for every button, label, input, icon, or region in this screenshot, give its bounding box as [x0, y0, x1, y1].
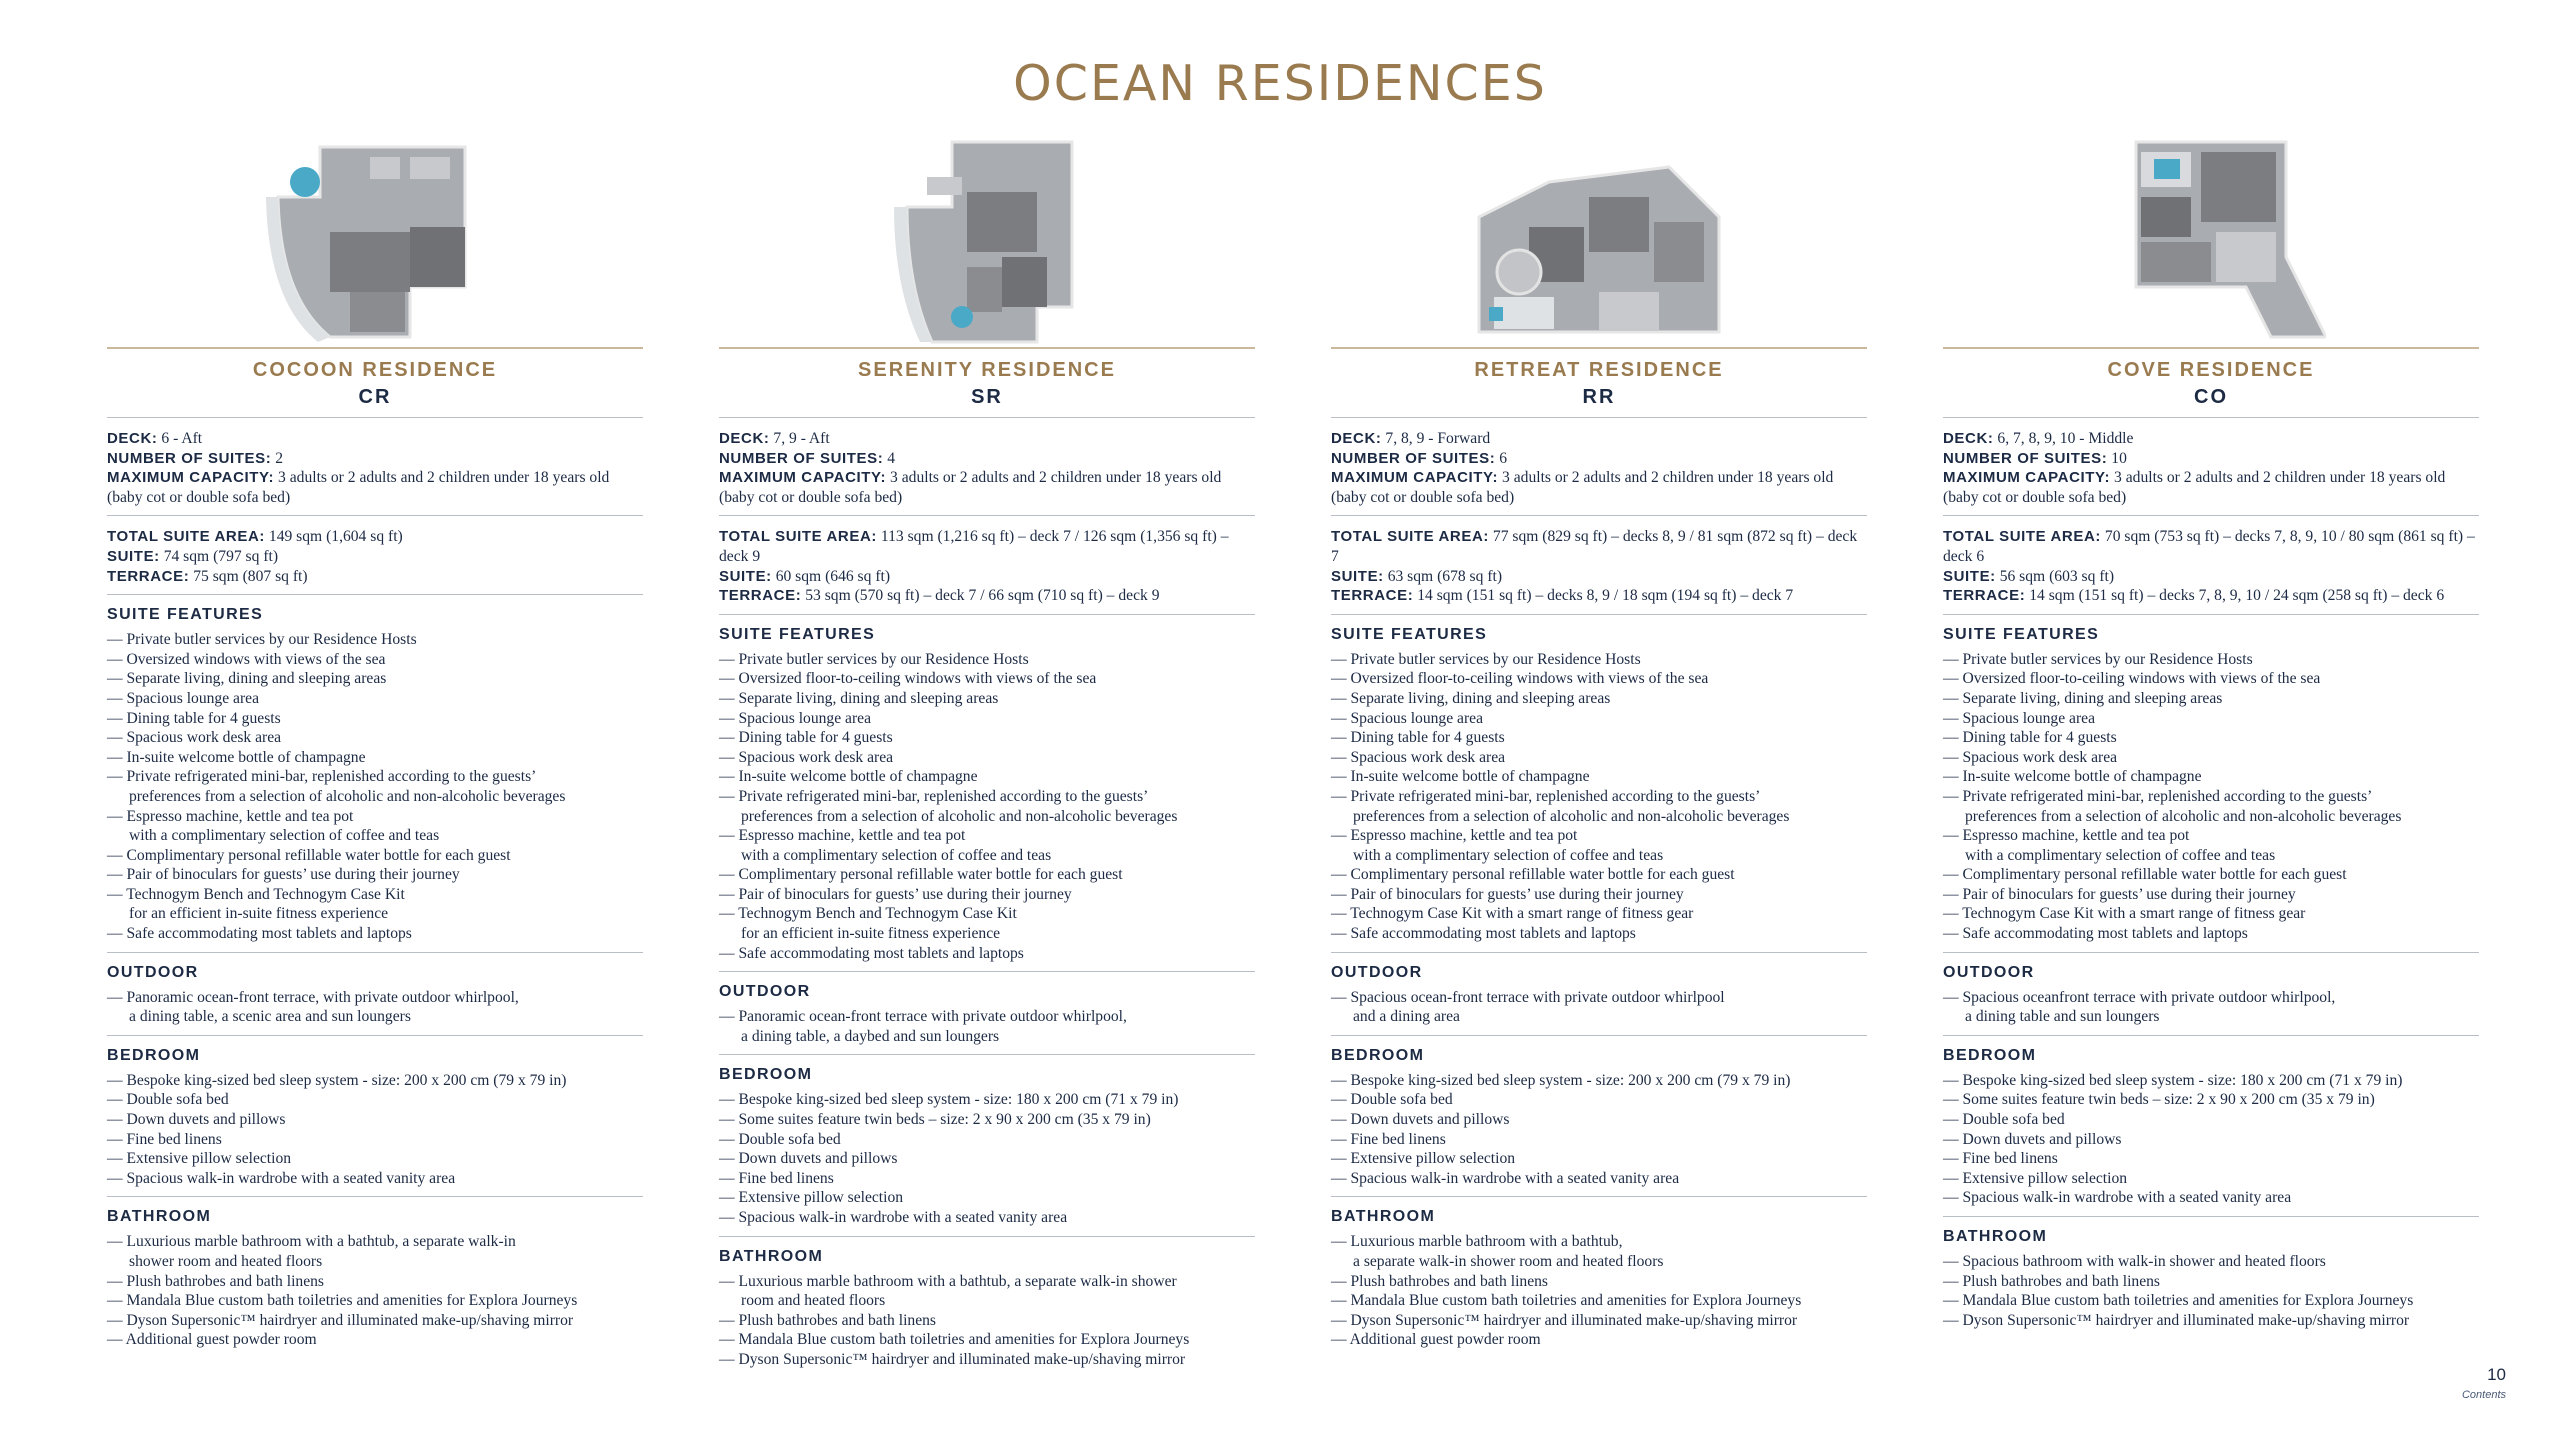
- area-label: TOTAL SUITE AREA:: [1331, 528, 1489, 546]
- feature-item: — Complimentary personal refillable water bottle for each guest: [1943, 866, 2347, 884]
- suite-value: 60 sqm (646 sq ft): [775, 567, 891, 585]
- divider: [1943, 347, 2479, 349]
- deck-label: DECK:: [107, 430, 158, 447]
- feature-item: — In-suite welcome bottle of champagne: [719, 768, 978, 786]
- feature-item: — Technogym Bench and Technogym Case Kit: [719, 905, 1017, 923]
- feature-item: — In-suite welcome bottle of champagne: [1943, 768, 2202, 786]
- deck-label: DECK:: [1943, 430, 1994, 447]
- feature-item: — Private butler services by our Residence Hosts: [1943, 650, 2253, 668]
- suites-label: NUMBER OF SUITES:: [107, 449, 272, 467]
- feature-item: — Dining table for 4 guests: [107, 709, 281, 727]
- feature-item: with a complimentary selection of coffee and teas: [741, 846, 1052, 864]
- residence-code: CO: [2194, 386, 2228, 408]
- deck-value: 6 - Aft: [161, 430, 203, 447]
- deck-label: DECK:: [1331, 430, 1382, 447]
- feature-item: — Dining table for 4 guests: [1331, 729, 1505, 747]
- feature-item: — Oversized floor-to-ceiling windows with views of the sea: [719, 670, 1097, 688]
- bedroom-item: — Fine bed linens: [719, 1169, 834, 1187]
- outdoor-heading: OUTDOOR: [1943, 963, 2035, 981]
- bedroom-item: — Double sofa bed: [1331, 1091, 1453, 1109]
- feature-item: — Separate living, dining and sleeping areas: [1331, 689, 1611, 707]
- feature-item: — Dining table for 4 guests: [1943, 729, 2117, 747]
- deck-value: 7, 8, 9 - Forward: [1385, 430, 1491, 447]
- bathroom-heading: BATHROOM: [1943, 1228, 2048, 1245]
- feature-item: — In-suite welcome bottle of champagne: [1331, 768, 1590, 786]
- suites-value: 10: [2111, 449, 2127, 467]
- features-list: [719, 650, 1255, 972]
- floor-plan-image: [872, 137, 1102, 347]
- suites-value: 6: [1499, 449, 1508, 467]
- bathroom-item: — Mandala Blue custom bath toiletries and amenities for Explora Journeys: [107, 1292, 578, 1310]
- floor-plan: [1331, 120, 1867, 347]
- bathroom-item: — Plush bathrobes and bath linens: [719, 1311, 936, 1329]
- residence-specs: [1331, 418, 1867, 515]
- feature-item: with a complimentary selection of coffee and teas: [1965, 846, 2276, 864]
- bathroom-item: room and heated floors: [741, 1292, 886, 1310]
- feature-item: with a complimentary selection of coffee and teas: [129, 827, 440, 845]
- bedroom-item: — Extensive pillow selection: [1943, 1169, 2128, 1187]
- area-value: 77 sqm (829 sq ft) – decks 8, 9 / 81 sqm (872 sq ft) – deck 7: [1331, 528, 1858, 565]
- area-value: 113 sqm (1,216 sq ft) – deck 7 / 126 sqm (1,356 sq ft) – deck 9: [719, 528, 1229, 565]
- feature-item: — Oversized floor-to-ceiling windows with views of the sea: [1943, 670, 2321, 688]
- residence-areas: [1943, 516, 2479, 613]
- floor-plan-image: [260, 137, 490, 347]
- bathroom-item: — Spacious bathroom with walk-in shower and heated floors: [1943, 1253, 2326, 1270]
- bedroom-item: — Bespoke king-sized bed sleep system - size: 180 x 200 cm (71 x 79 in): [719, 1091, 1179, 1109]
- outdoor-list: [1943, 988, 2479, 1035]
- suites-label: NUMBER OF SUITES:: [1943, 449, 2108, 467]
- area-label: TOTAL SUITE AREA:: [1943, 528, 2101, 546]
- outdoor-item: a dining table, a daybed and sun loungers: [741, 1027, 1000, 1045]
- outdoor-item: — Panoramic ocean-front terrace, with private outdoor whirlpool,: [107, 988, 519, 1006]
- suite-label: SUITE:: [1943, 567, 1996, 585]
- outdoor-item: a dining table, a scenic area and sun loungers: [129, 1008, 411, 1026]
- outdoor-item: and a dining area: [1353, 1008, 1460, 1026]
- feature-item: — Dining table for 4 guests: [719, 729, 893, 747]
- feature-item: — Safe accommodating most tablets and laptops: [1331, 925, 1636, 943]
- bathroom-heading: BATHROOM: [107, 1208, 212, 1226]
- bedroom-item: — Spacious walk-in wardrobe with a seated vanity area: [107, 1169, 456, 1187]
- outdoor-list: [719, 1007, 1255, 1054]
- feature-item: — Complimentary personal refillable water bottle for each guest: [107, 846, 511, 864]
- bedroom-item: — Bespoke king-sized bed sleep system - size: 180 x 200 cm (71 x 79 in): [1943, 1071, 2403, 1089]
- area-value: 149 sqm (1,604 sq ft): [268, 528, 403, 546]
- bathroom-item: shower room and heated floors: [129, 1253, 323, 1270]
- deck-value: 7, 9 - Aft: [773, 430, 830, 447]
- feature-item: — Oversized windows with views of the sea: [107, 650, 386, 668]
- bathroom-item: — Luxurious marble bathroom with a bathtub,: [1331, 1233, 1623, 1251]
- terrace-value: 53 sqm (570 sq ft) – deck 7 / 66 sqm (710 sq ft) – deck 9: [805, 587, 1160, 605]
- outdoor-item: a dining table and sun loungers: [1965, 1008, 2160, 1026]
- bathroom-item: — Mandala Blue custom bath toiletries and amenities for Explora Journeys: [1943, 1292, 2414, 1310]
- bedroom-heading: BEDROOM: [107, 1046, 201, 1064]
- features-heading: SUITE FEATURES: [719, 625, 876, 643]
- feature-item: — Technogym Case Kit with a smart range of fitness gear: [1331, 905, 1694, 923]
- bedroom-heading: BEDROOM: [1943, 1046, 2037, 1064]
- bedroom-item: — Bespoke king-sized bed sleep system - size: 200 x 200 cm (79 x 79 in): [1331, 1071, 1791, 1089]
- features-list: [107, 630, 643, 952]
- bedroom-item: — Double sofa bed: [719, 1130, 841, 1148]
- terrace-label: TERRACE:: [1331, 587, 1414, 605]
- bedroom-item: — Down duvets and pillows: [1331, 1111, 1510, 1129]
- residence-name: COCOON RESIDENCE: [252, 359, 498, 381]
- capacity-value: 3 adults or 2 adults and 2 children under 18 years old (baby cot or double sofa bed): [719, 469, 1222, 506]
- residence-areas: [107, 516, 643, 594]
- bedroom-heading: BEDROOM: [719, 1066, 813, 1084]
- feature-item: — Complimentary personal refillable water bottle for each guest: [719, 866, 1123, 884]
- feature-item: — Spacious lounge area: [719, 709, 871, 727]
- feature-item: — Espresso machine, kettle and tea pot: [1331, 827, 1578, 845]
- feature-item: with a complimentary selection of coffee and teas: [1353, 846, 1664, 864]
- bedroom-list: [107, 1071, 643, 1197]
- bedroom-item: — Double sofa bed: [107, 1091, 229, 1109]
- terrace-label: TERRACE:: [1943, 587, 2026, 605]
- residence-column: [719, 120, 1255, 1378]
- capacity-label: MAXIMUM CAPACITY:: [1331, 469, 1499, 487]
- bedroom-item: — Some suites feature twin beds – size: 2 x 90 x 200 cm (35 x 79 in): [1943, 1091, 2375, 1109]
- divider: [719, 347, 1255, 349]
- feature-item: — Private butler services by our Residence Hosts: [719, 650, 1029, 668]
- feature-item: — Technogym Bench and Technogym Case Kit: [107, 885, 405, 903]
- floor-plan: [1943, 120, 2479, 347]
- residence-name: COVE RESIDENCE: [2107, 359, 2315, 381]
- feature-item: — Pair of binoculars for guests’ use during their journey: [1943, 885, 2296, 903]
- residence-column: [107, 120, 643, 1358]
- bedroom-item: — Spacious walk-in wardrobe with a seated vanity area: [1331, 1169, 1680, 1187]
- feature-item: — Spacious lounge area: [107, 689, 259, 707]
- residence-name: SERENITY RESIDENCE: [858, 359, 1116, 381]
- feature-item: — Complimentary personal refillable water bottle for each guest: [1331, 866, 1735, 884]
- deck-label: DECK:: [719, 430, 770, 447]
- feature-item: for an efficient in-suite fitness experience: [129, 905, 389, 923]
- page-number: 10: [2487, 1365, 2506, 1384]
- feature-item: — Safe accommodating most tablets and laptops: [719, 944, 1024, 962]
- residence-specs: [1943, 418, 2479, 515]
- bathroom-item: — Plush bathrobes and bath linens: [107, 1272, 324, 1290]
- feature-item: — Safe accommodating most tablets and laptops: [1943, 925, 2248, 943]
- residence-column: [1331, 120, 1867, 1358]
- feature-item: — Separate living, dining and sleeping areas: [107, 670, 387, 688]
- capacity-value: 3 adults or 2 adults and 2 children under 18 years old (baby cot or double sofa bed): [1943, 469, 2446, 506]
- feature-item: — Technogym Case Kit with a smart range of fitness gear: [1943, 905, 2306, 923]
- features-heading: SUITE FEATURES: [107, 606, 264, 624]
- bathroom-item: — Dyson Supersonic™ hairdryer and illuminated make-up/shaving mirror: [1331, 1311, 1798, 1329]
- bathroom-list: [1331, 1232, 1867, 1358]
- outdoor-item: — Spacious ocean-front terrace with private outdoor whirlpool: [1331, 988, 1725, 1006]
- features-list: [1331, 650, 1867, 952]
- bedroom-item: — Extensive pillow selection: [719, 1189, 904, 1207]
- bedroom-item: — Some suites feature twin beds – size: 2 x 90 x 200 cm (35 x 79 in): [719, 1111, 1151, 1129]
- bedroom-item: — Double sofa bed: [1943, 1111, 2065, 1129]
- outdoor-item: — Panoramic ocean-front terrace with private outdoor whirlpool,: [719, 1008, 1127, 1026]
- bedroom-item: — Fine bed linens: [107, 1130, 222, 1148]
- bathroom-heading: BATHROOM: [719, 1247, 824, 1265]
- outdoor-heading: OUTDOOR: [719, 983, 811, 1001]
- outdoor-list: [107, 988, 643, 1035]
- suite-label: SUITE:: [1331, 567, 1384, 585]
- bathroom-item: — Additional guest powder room: [107, 1331, 317, 1349]
- page-title: OCEAN RESIDENCES: [1013, 55, 1547, 112]
- feature-item: — Espresso machine, kettle and tea pot: [107, 807, 354, 825]
- outdoor-item: — Spacious oceanfront terrace with private outdoor whirlpool,: [1943, 988, 2336, 1006]
- bathroom-item: — Luxurious marble bathroom with a bathtub, a separate walk-in shower: [719, 1272, 1177, 1290]
- feature-item: — Private refrigerated mini-bar, replenished according to the guests’: [1943, 787, 2373, 805]
- feature-item: for an efficient in-suite fitness experience: [741, 925, 1001, 943]
- outdoor-heading: OUTDOOR: [107, 963, 199, 981]
- feature-item: — Spacious lounge area: [1331, 709, 1483, 727]
- bedroom-list: [719, 1090, 1255, 1235]
- feature-item: — Private refrigerated mini-bar, replenished according to the guests’: [1331, 787, 1761, 805]
- terrace-value: 75 sqm (807 sq ft): [193, 567, 308, 585]
- feature-item: preferences from a selection of alcoholic and non-alcoholic beverages: [129, 787, 566, 805]
- feature-item: — Separate living, dining and sleeping areas: [1943, 689, 2223, 707]
- outdoor-list: [1331, 988, 1867, 1035]
- suite-value: 74 sqm (797 sq ft): [163, 547, 279, 565]
- features-heading: SUITE FEATURES: [1943, 625, 2100, 643]
- feature-item: — Safe accommodating most tablets and laptops: [107, 925, 412, 943]
- floor-plan: [107, 120, 643, 347]
- outdoor-heading: OUTDOOR: [1331, 963, 1423, 981]
- suites-value: 4: [887, 449, 896, 467]
- bedroom-item: — Spacious walk-in wardrobe with a seated vanity area: [1943, 1189, 2292, 1207]
- bathroom-list: [107, 1232, 643, 1358]
- terrace-label: TERRACE:: [719, 587, 802, 605]
- bedroom-item: — Extensive pillow selection: [1331, 1150, 1516, 1168]
- feature-item: — Private butler services by our Residence Hosts: [107, 631, 417, 649]
- suite-value: 63 sqm (678 sq ft): [1387, 567, 1503, 585]
- capacity-value: 3 adults or 2 adults and 2 children under 18 years old (baby cot or double sofa bed): [1331, 469, 1834, 506]
- terrace-label: TERRACE:: [107, 567, 190, 585]
- residence-column: [1943, 120, 2479, 1338]
- residence-specs: [107, 418, 643, 515]
- feature-item: — Spacious work desk area: [107, 729, 282, 747]
- bathroom-item: — Luxurious marble bathroom with a bathtub, a separate walk-in: [107, 1233, 516, 1251]
- residence-specs: [719, 418, 1255, 515]
- residence-name: RETREAT RESIDENCE: [1474, 359, 1724, 381]
- feature-item: — Spacious lounge area: [1943, 709, 2095, 727]
- floor-plan: [719, 120, 1255, 347]
- feature-item: — Espresso machine, kettle and tea pot: [719, 827, 966, 845]
- suite-label: SUITE:: [107, 547, 160, 565]
- bathroom-item: — Plush bathrobes and bath linens: [1331, 1272, 1548, 1290]
- bedroom-item: — Extensive pillow selection: [107, 1150, 292, 1168]
- feature-item: — Private refrigerated mini-bar, replenished according to the guests’: [107, 768, 537, 786]
- residence-areas: [1331, 516, 1867, 613]
- divider: [107, 347, 643, 349]
- bathroom-item: a separate walk-in shower room and heated floors: [1353, 1253, 1664, 1270]
- feature-item: — Pair of binoculars for guests’ use during their journey: [1331, 885, 1684, 903]
- bedroom-item: — Down duvets and pillows: [719, 1150, 898, 1168]
- deck-value: 6, 7, 8, 9, 10 - Middle: [1997, 430, 2134, 447]
- suite-label: SUITE:: [719, 567, 772, 585]
- feature-item: — Oversized floor-to-ceiling windows with views of the sea: [1331, 670, 1709, 688]
- bedroom-item: — Fine bed linens: [1331, 1130, 1446, 1148]
- bedroom-heading: BEDROOM: [1331, 1046, 1425, 1064]
- bathroom-item: — Additional guest powder room: [1331, 1331, 1541, 1349]
- feature-item: — Spacious work desk area: [1331, 748, 1506, 766]
- bedroom-item: — Spacious walk-in wardrobe with a seated vanity area: [719, 1209, 1068, 1226]
- residence-code: SR: [971, 386, 1003, 408]
- capacity-label: MAXIMUM CAPACITY:: [1943, 469, 2111, 487]
- terrace-value: 14 sqm (151 sq ft) – decks 7, 8, 9, 10 / 24 sqm (258 sq ft) – deck 6: [2029, 587, 2445, 605]
- features-heading: SUITE FEATURES: [1331, 625, 1488, 643]
- bathroom-item: — Dyson Supersonic™ hairdryer and illuminated make-up/shaving mirror: [107, 1311, 574, 1329]
- bedroom-item: — Down duvets and pillows: [107, 1111, 286, 1129]
- bedroom-list: [1943, 1071, 2479, 1216]
- area-label: TOTAL SUITE AREA:: [719, 528, 877, 546]
- feature-item: — Private butler services by our Residence Hosts: [1331, 650, 1641, 668]
- feature-item: — Private refrigerated mini-bar, replenished according to the guests’: [719, 787, 1149, 805]
- bathroom-list: [719, 1272, 1255, 1378]
- divider: [1331, 347, 1867, 349]
- feature-item: — Pair of binoculars for guests’ use during their journey: [107, 866, 460, 884]
- bathroom-item: — Plush bathrobes and bath linens: [1943, 1272, 2160, 1290]
- area-label: TOTAL SUITE AREA:: [107, 528, 265, 546]
- bathroom-item: — Dyson Supersonic™ hairdryer and illuminated make-up/shaving mirror: [719, 1350, 1186, 1368]
- feature-item: — In-suite welcome bottle of champagne: [107, 748, 366, 766]
- bedroom-list: [1331, 1071, 1867, 1197]
- contents-link[interactable]: Contents: [2461, 1389, 2506, 1401]
- area-value: 70 sqm (753 sq ft) – decks 7, 8, 9, 10 / 80 sqm (861 sq ft) – deck 6: [1943, 528, 2475, 565]
- feature-item: — Separate living, dining and sleeping areas: [719, 689, 999, 707]
- floor-plan-image: [2096, 137, 2326, 347]
- feature-item: — Pair of binoculars for guests’ use during their journey: [719, 885, 1072, 903]
- bathroom-item: — Mandala Blue custom bath toiletries and amenities for Explora Journeys: [1331, 1292, 1802, 1310]
- bedroom-item: — Fine bed linens: [1943, 1150, 2058, 1168]
- bathroom-item: — Mandala Blue custom bath toiletries and amenities for Explora Journeys: [719, 1331, 1190, 1349]
- feature-item: preferences from a selection of alcoholic and non-alcoholic beverages: [741, 807, 1178, 825]
- suites-label: NUMBER OF SUITES:: [719, 449, 884, 467]
- suite-value: 56 sqm (603 sq ft): [1999, 567, 2115, 585]
- features-list: [1943, 650, 2479, 952]
- feature-item: preferences from a selection of alcoholic and non-alcoholic beverages: [1965, 807, 2402, 825]
- suites-value: 2: [275, 449, 284, 467]
- capacity-value: 3 adults or 2 adults and 2 children under 18 years old (baby cot or double sofa bed): [107, 469, 610, 506]
- feature-item: — Espresso machine, kettle and tea pot: [1943, 827, 2190, 845]
- floor-plan-image: [1469, 157, 1729, 347]
- bedroom-item: — Bespoke king-sized bed sleep system - size: 200 x 200 cm (79 x 79 in): [107, 1071, 567, 1089]
- residence-code: CR: [358, 386, 392, 408]
- feature-item: — Spacious work desk area: [1943, 748, 2118, 766]
- residence-areas: [719, 516, 1255, 613]
- bathroom-item: — Dyson Supersonic™ hairdryer and illuminated make-up/shaving mirror: [1943, 1311, 2410, 1329]
- feature-item: — Spacious work desk area: [719, 748, 894, 766]
- terrace-value: 14 sqm (151 sq ft) – decks 8, 9 / 18 sqm (194 sq ft) – deck 7: [1417, 587, 1794, 605]
- bedroom-item: — Down duvets and pillows: [1943, 1130, 2122, 1148]
- suites-label: NUMBER OF SUITES:: [1331, 449, 1496, 467]
- capacity-label: MAXIMUM CAPACITY:: [107, 469, 275, 487]
- bathroom-heading: BATHROOM: [1331, 1208, 1436, 1226]
- bathroom-list: [1943, 1252, 2479, 1338]
- feature-item: preferences from a selection of alcoholic and non-alcoholic beverages: [1353, 807, 1790, 825]
- residence-code: RR: [1582, 386, 1616, 408]
- capacity-label: MAXIMUM CAPACITY:: [719, 469, 887, 487]
